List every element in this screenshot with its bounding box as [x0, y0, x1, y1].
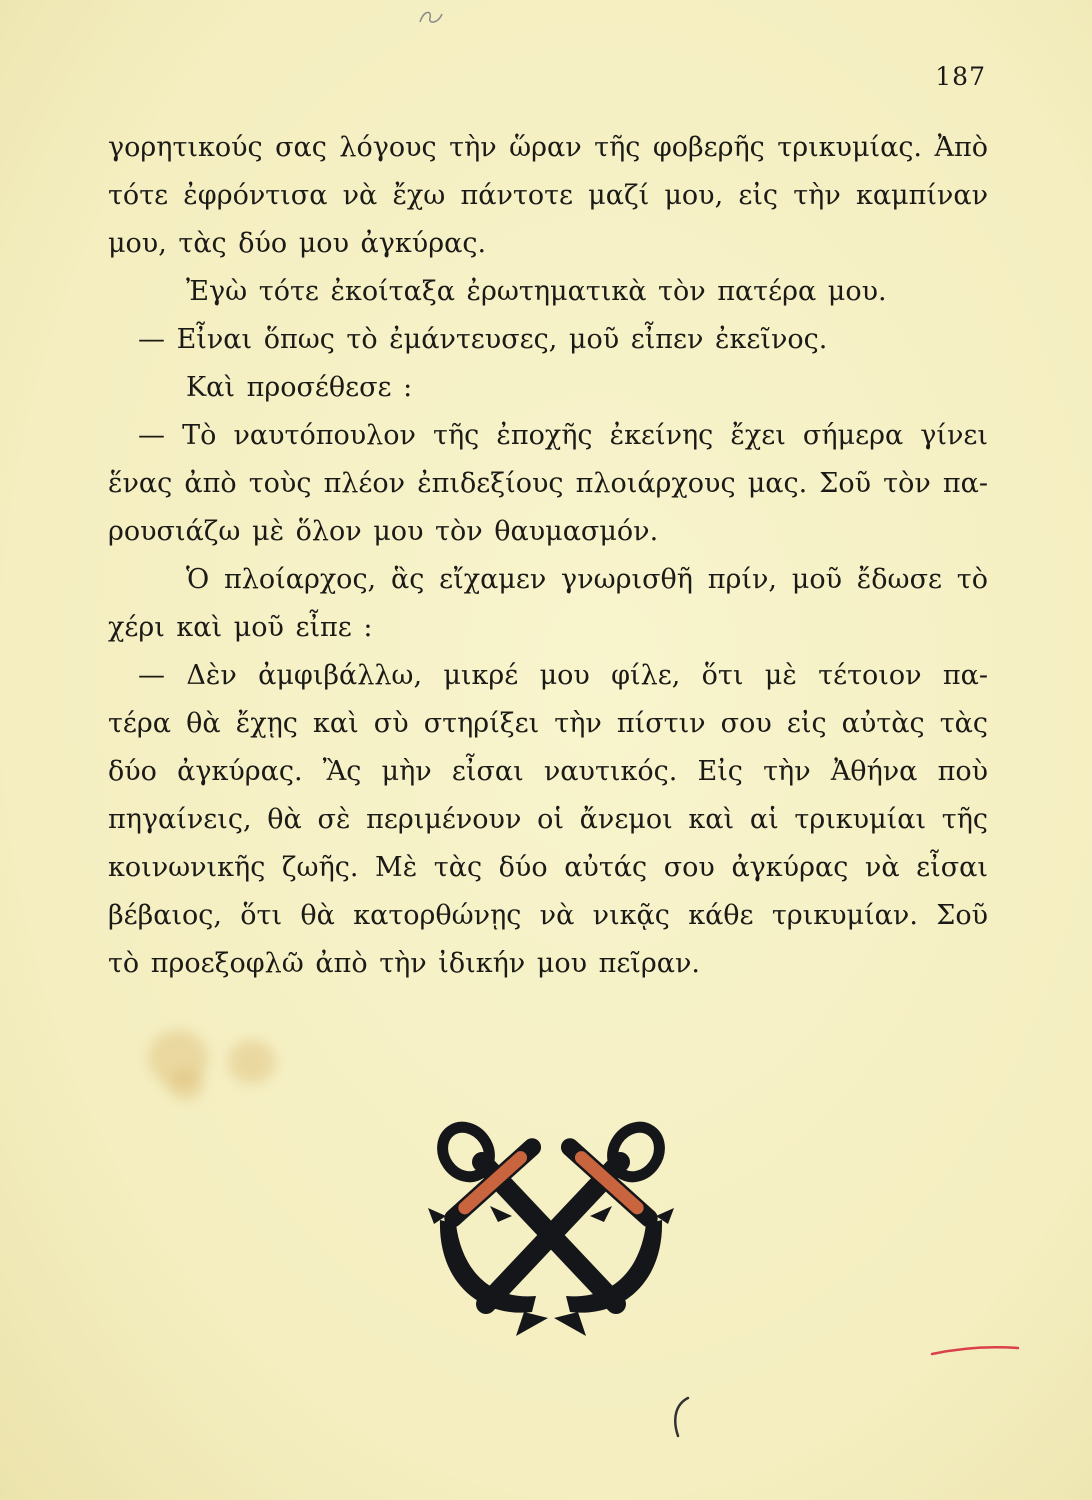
- text-line: Ὁ πλοίαρχος, ἃς εἴχαμεν γνωρισθῆ πρίν, μοῦ ἔδωσε τὸ: [186, 564, 988, 595]
- body-text: [108, 124, 988, 988]
- text-line: — Τὸ ναυτόπουλον τῆς ἐποχῆς ἐκείνης ἔχει σήμερα γίνει: [138, 420, 988, 451]
- text-line: Καὶ προσέθεσε :: [186, 372, 413, 403]
- text-line: τότε ἐφρόντισα νὰ ἔχω πάντοτε μαζί μου, εἰς τὴν καμπίναν: [108, 180, 988, 211]
- paper-stain: [228, 1040, 276, 1084]
- text-line: τέρα θὰ ἔχῃς καὶ σὺ στηρίξει τὴν πίστιν σου εἰς αὐτὰς τὰς: [108, 708, 988, 739]
- text-line: κοινωνικῆς ζωῆς. Μὲ τὰς δύο αὐτάς σου ἀγκύρας νὰ εἶσαι: [108, 852, 988, 883]
- pencil-stroke-icon: [666, 1394, 696, 1440]
- crossed-anchors-icon: [420, 1112, 682, 1342]
- text-line: πηγαίνεις, θὰ σὲ περιμένουν οἱ ἄνεμοι καὶ αἱ τρικυμίαι τῆς: [108, 804, 988, 835]
- red-pencil-mark-icon: [930, 1344, 1020, 1358]
- text-line: — Εἶναι ὅπως τὸ ἐμάντευσες, μοῦ εἶπεν ἐκεῖνος.: [138, 324, 828, 355]
- text-line: τὸ προεξοφλῶ ἀπὸ τὴν ἰδικήν μου πεῖραν.: [108, 948, 701, 979]
- text-line: ρουσιάζω μὲ ὅλον μου τὸν θαυμασμόν.: [108, 516, 659, 547]
- text-line: Ἐγὼ τότε ἐκοίταξα ἐρωτηματικὰ τὸν πατέρα μου.: [186, 276, 887, 307]
- pencil-scribble-icon: [416, 6, 446, 28]
- text-line: δύο ἀγκύρας. Ἂς μὴν εἶσαι ναυτικός. Εἰς τὴν Ἀθήνα ποὺ: [108, 756, 988, 787]
- text-line: γορητικούς σας λόγους τὴν ὥραν τῆς φοβερῆς τρικυμίας. Ἀπὸ: [108, 132, 988, 163]
- text-line: χέρι καὶ μοῦ εἶπε :: [108, 612, 373, 643]
- paper-stain: [168, 1070, 204, 1100]
- text-line: μου, τὰς δύο μου ἀγκύρας.: [108, 228, 487, 259]
- text-line: βέβαιος, ὅτι θὰ κατορθώνῃς νὰ νικᾷς κάθε τρικυμίαν. Σοῦ: [108, 900, 988, 931]
- page-number: 187: [935, 62, 986, 91]
- text-line: ἕνας ἀπὸ τοὺς πλέον ἐπιδεξίους πλοιάρχους μας. Σοῦ τὸν πα-: [108, 468, 988, 499]
- text-line: — Δὲν ἀμφιβάλλω, μικρέ μου φίλε, ὅτι μὲ τέτοιον πα-: [138, 660, 988, 691]
